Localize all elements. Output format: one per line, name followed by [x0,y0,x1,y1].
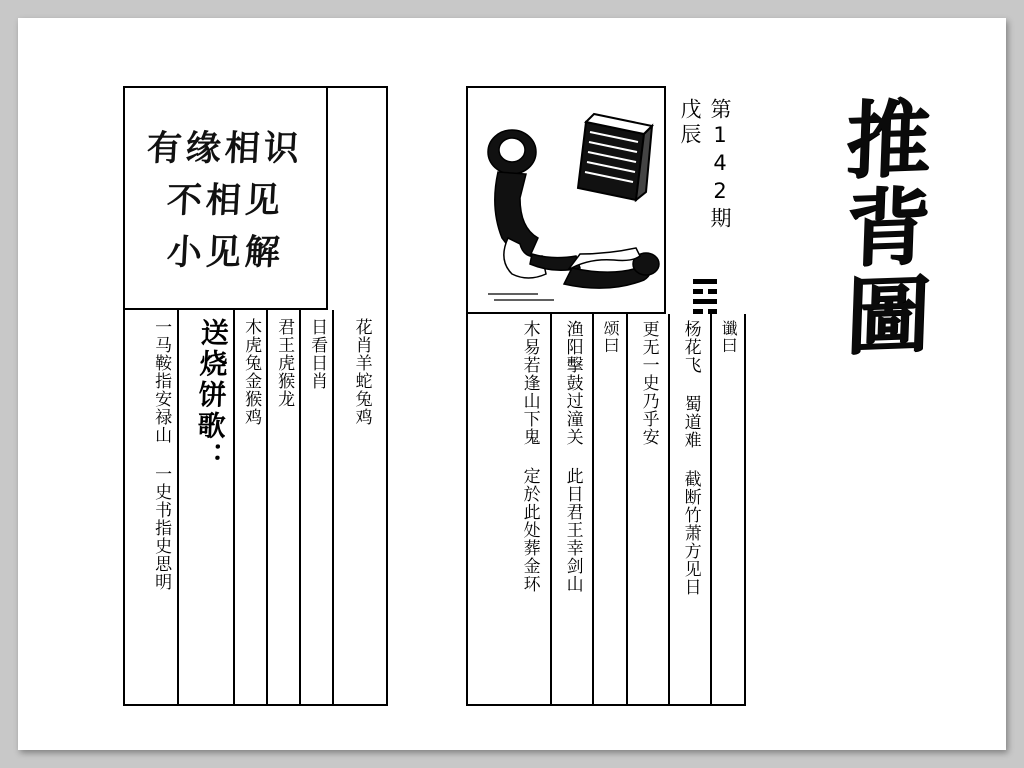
column-zodiac-line: 花肖羊蛇兔鸡 [332,310,388,706]
title-char-3: 圖 [844,264,932,367]
column-song-label: 颂曰 [592,314,626,704]
left-column-group [125,310,388,706]
column-king-line: 君王虎猴龙 [266,310,299,706]
column-horse-saddle-line: 一马鞍指安禄山 一史书指史思明 [151,318,172,591]
middle-text-block [466,86,746,706]
title-char-1: 推 [844,88,932,191]
trigram-symbol-icon [693,279,717,314]
line-drawing-figure-icon [468,88,664,312]
headline-line-1: 有缘相识 [146,128,305,169]
middle-column-group [466,314,746,706]
column-sun-line: 日看日肖 [299,310,332,706]
title-calligraphy [818,88,958,428]
left-text-block [123,86,388,706]
column-chen-label: 谶曰 [710,314,744,704]
column-chen-line-1: 杨花飞 蜀道难 截断竹萧方见日 [668,314,710,704]
headline-box [125,88,328,310]
document-page [18,18,1006,750]
period-label-column [666,86,744,314]
title-char-2: 背 [844,176,932,279]
period-label: 第142期 戊辰 [678,98,732,232]
column-wood-tiger-line: 木虎兔金猴鸡 [233,310,266,706]
column-song-line-1: 渔阳擊鼓过潼关 此日君王幸剑山 [550,314,592,704]
column-song-line-2: 木易若逢山下鬼 定於此处葬金环 [519,320,540,593]
headline-line-2: 不相见 [165,180,285,221]
headline-line-3: 小见解 [165,232,285,273]
column-song-title: 送烧饼歌： [177,310,233,706]
column-chen-line-2: 更无一史乃乎安 [626,314,668,704]
illustration-box [466,86,666,314]
